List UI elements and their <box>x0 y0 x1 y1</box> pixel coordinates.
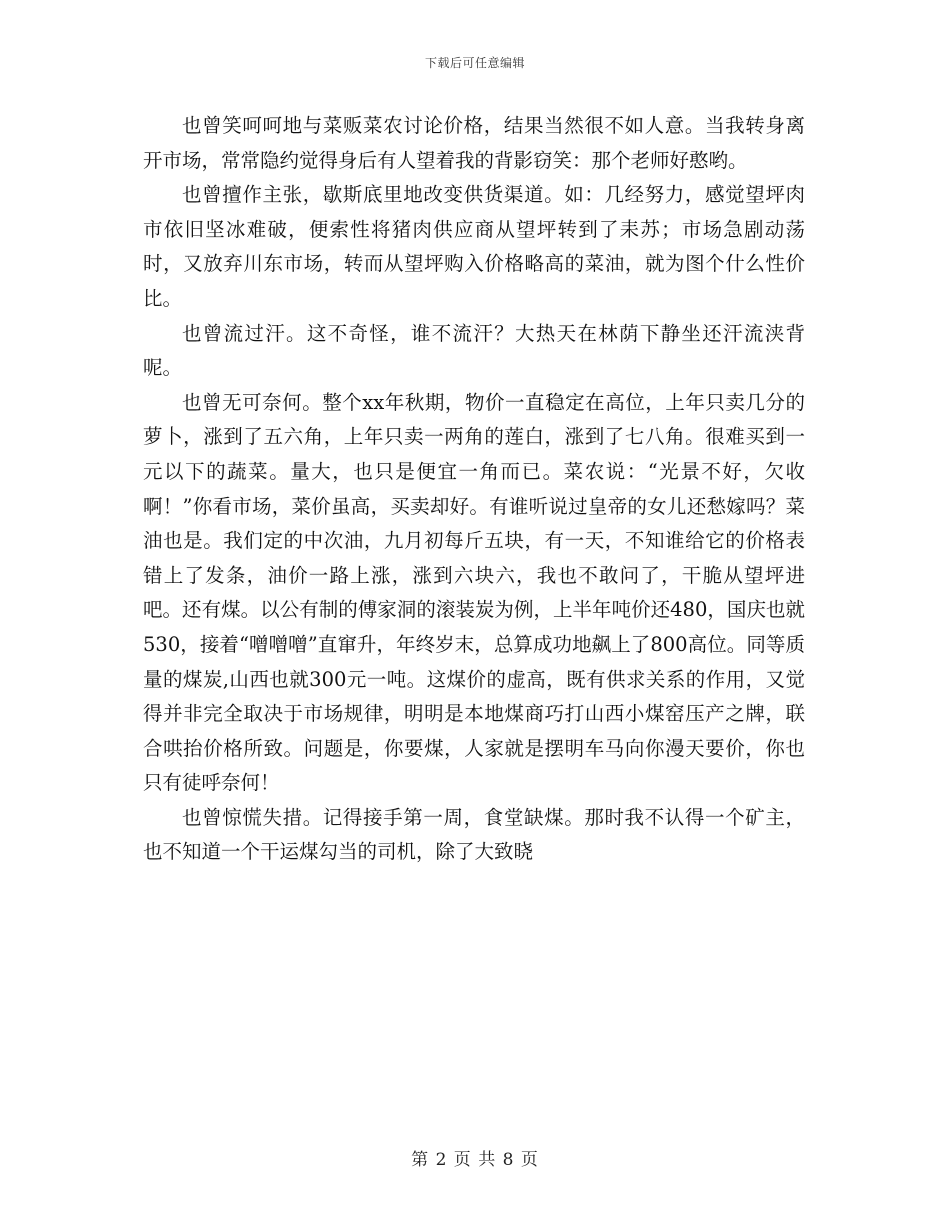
paragraph: 也曾惊慌失措。记得接手第一周，食堂缺煤。那时我不认得一个矿主，也不知道一个干运煤勾当的司机，除了大致晓 <box>143 805 805 864</box>
paragraph: 也曾无可奈何。整个xx年秋期，物价一直稳定在高位，上年只卖几分的萝卜，涨到了五六角，上年只卖一两角的莲白，涨到了七八角。很难买到一元以下的蔬菜。量大，也只是便宜一角而已。菜农说：“光景不好，欠收啊！”你看市场，菜价虽高，买卖却好。有谁听说过皇帝的女儿还愁嫁吗？菜油也是。我们定的中次油，九月初每斤五块，有一天，不知谁给它的价格表错上了发条，油价一路上涨，涨到六块六，我也不敢问了，干脆从望坪进吧。还有煤。以公有制的傅家洞的滚装炭为例，上半年吨价还480，国庆也就530，接着“噌噌噌”直窜升，年终岁末，总算成功地飙上了800高位。同等质量的煤炭,山西也就300元一吨。这煤价的虚高，既有供求关系的作用，又觉得并非完全取决于市场规律，明明是本地煤商巧打山西小煤窑压产之牌，联合哄抬价格所致。问题是，你要煤，人家就是摆明车马向你漫天要价，你也只有徒呼奈何！ <box>143 390 805 795</box>
document-body <box>143 109 805 870</box>
paragraph: 也曾笑呵呵地与菜贩菜农讨论价格，结果当然很不如人意。当我转身离开市场，常常隐约觉得身后有人望着我的背影窃笑：那个老师好憨哟。 <box>143 114 805 172</box>
page-footer: 第 2 页 共 8 页 <box>411 1150 539 1170</box>
paragraph: 也曾擅作主张，歇斯底里地改变供货渠道。如：几经努力，感觉望坪肉市依旧坚冰难破，便索性将猪肉供应商从望坪转到了耒苏；市场急剧动荡时，又放弃川东市场，转而从望坪购入价格略高的菜油，就为图个什么性价比。 <box>143 183 805 310</box>
page-header: 下载后可任意编辑 <box>424 56 525 70</box>
paragraph: 也曾流过汗。这不奇怪，谁不流汗？大热天在林荫下静坐还汗流浃背呢。 <box>143 321 805 380</box>
